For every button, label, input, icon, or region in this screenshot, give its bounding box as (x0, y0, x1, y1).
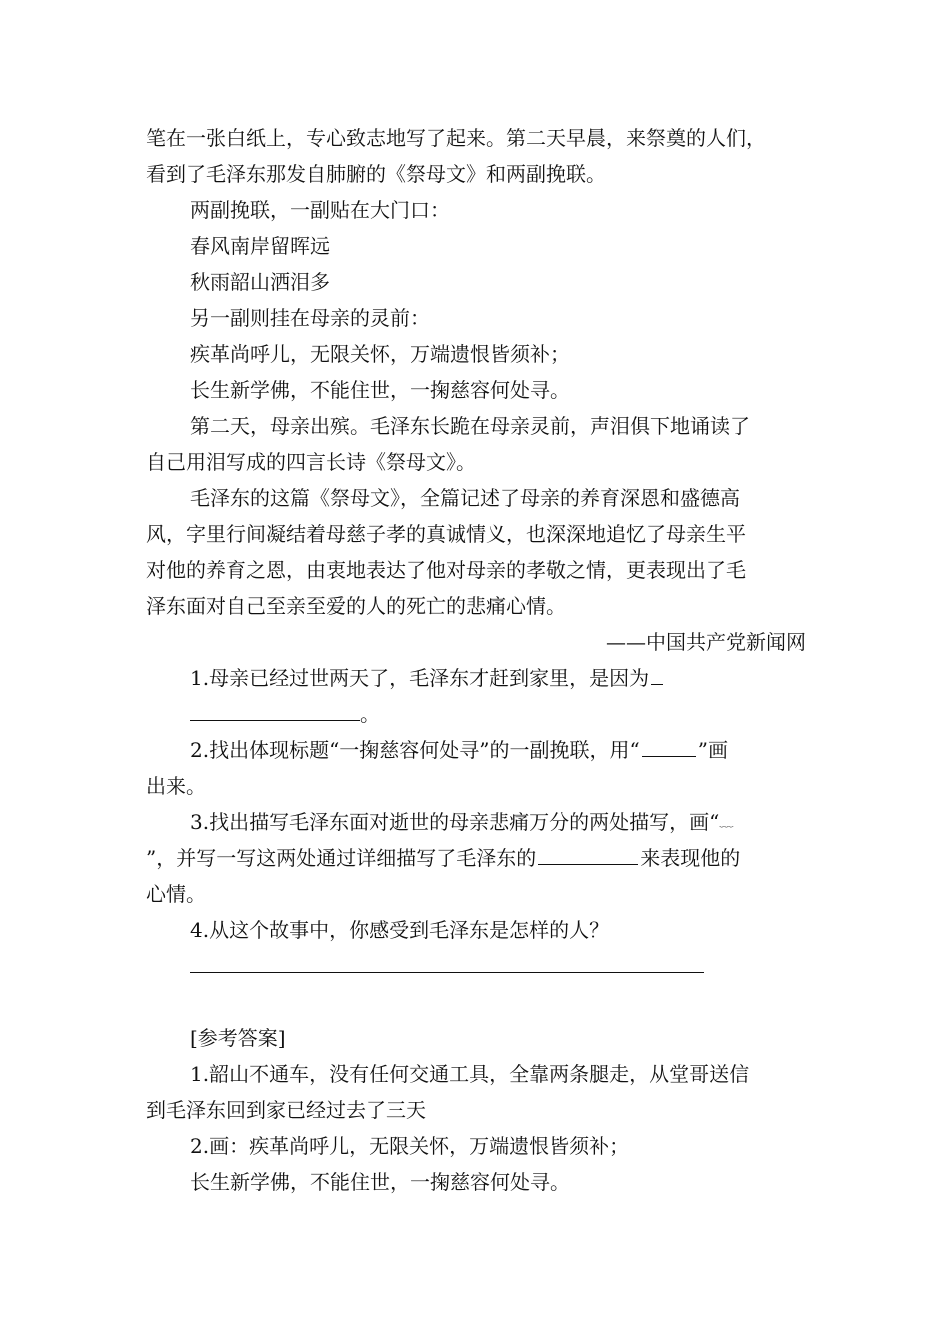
answers-heading: [参考答案] (190, 1026, 286, 1050)
question-1 (146, 660, 806, 696)
answer-blank[interactable] (651, 662, 663, 685)
answer-line: 长生新学佛，不能住世，一掬慈容何处寻。 (190, 1170, 570, 1194)
passage-line: 看到了毛泽东那发自肺腑的《祭母文》和两副挽联。 (146, 162, 606, 186)
passage-line: 自己用泪写成的四言长诗《祭母文》。 (146, 450, 476, 474)
question-4: 4.从这个故事中，你感受到毛泽东是怎样的人？ (190, 918, 610, 942)
answer-blank[interactable] (538, 842, 638, 865)
passage (146, 120, 806, 1200)
underline-mark (642, 734, 696, 757)
question-text: 。 (360, 702, 380, 726)
passage-line: 风，字里行间凝结着母慈子孝的真诚情义，也深深地追忆了母亲生平 (146, 522, 746, 546)
answer-line: 2.画：疾革尚呼儿，无限关怀，万端遗恨皆须补； (190, 1134, 630, 1158)
passage-line: 笔在一张白纸上，专心致志地写了起来。第二天早晨，来祭奠的人们， (146, 126, 766, 150)
question-text: 2.找出体现标题“一掬慈容何处寻”的一副挽联，用“ (190, 738, 640, 762)
question-2 (146, 732, 806, 768)
passage-line: 第二天，母亲出殡。毛泽东长跪在母亲灵前，声泪俱下地诵读了 (190, 414, 750, 438)
answer-blank[interactable] (190, 698, 360, 721)
couplet-line: 长生新学佛，不能住世，一掬慈容何处寻。 (190, 378, 570, 402)
couplet-line: 疾革尚呼儿，无限关怀，万端遗恨皆须补； (190, 342, 570, 366)
couplet-line: 秋雨韶山洒泪多 (190, 270, 330, 294)
question-text: ”画 (697, 738, 728, 762)
passage-line: 两副挽联，一副贴在大门口： (190, 198, 450, 222)
question-3 (146, 804, 806, 840)
passage-line: 另一副则挂在母亲的灵前： (190, 306, 430, 330)
passage-line: 对他的养育之恩，由衷地表达了他对母亲的孝敬之情，更表现出了毛 (146, 558, 746, 582)
question-text: 3.找出描写毛泽东面对逝世的母亲悲痛万分的两处描写，画“ (190, 810, 720, 834)
question-text: ”，并写一写这两处通过详细描写了毛泽东的 (146, 846, 537, 870)
question-3-cont (146, 840, 806, 876)
answer-line: 1.韶山不通车，没有任何交通工具，全靠两条腿走，从堂哥送信 (190, 1062, 750, 1086)
question-4-answer (146, 948, 806, 984)
spacer (146, 984, 806, 1020)
question-text: 来表现他的 (640, 846, 741, 870)
answer-blank[interactable] (190, 950, 704, 973)
question-1-cont (146, 696, 806, 732)
question-2-cont: 出来。 (146, 774, 206, 798)
question-3-cont: 心情。 (146, 882, 206, 906)
question-text: 1.母亲已经过世两天了，毛泽东才赶到家里，是因为 (190, 666, 650, 690)
answer-line: 到毛泽东回到家已经过去了三天 (146, 1098, 426, 1122)
couplet-line: 春风南岸留晖远 (190, 234, 330, 258)
passage-line: 泽东面对自己至亲至爱的人的死亡的悲痛心情。 (146, 594, 566, 618)
source-attribution: ——中国共产党新闻网 (606, 630, 806, 654)
wavy-line-mark: ﹏ (719, 814, 734, 830)
passage-line: 毛泽东的这篇《祭母文》，全篇记述了母亲的养育深恩和盛德高 (190, 486, 740, 510)
